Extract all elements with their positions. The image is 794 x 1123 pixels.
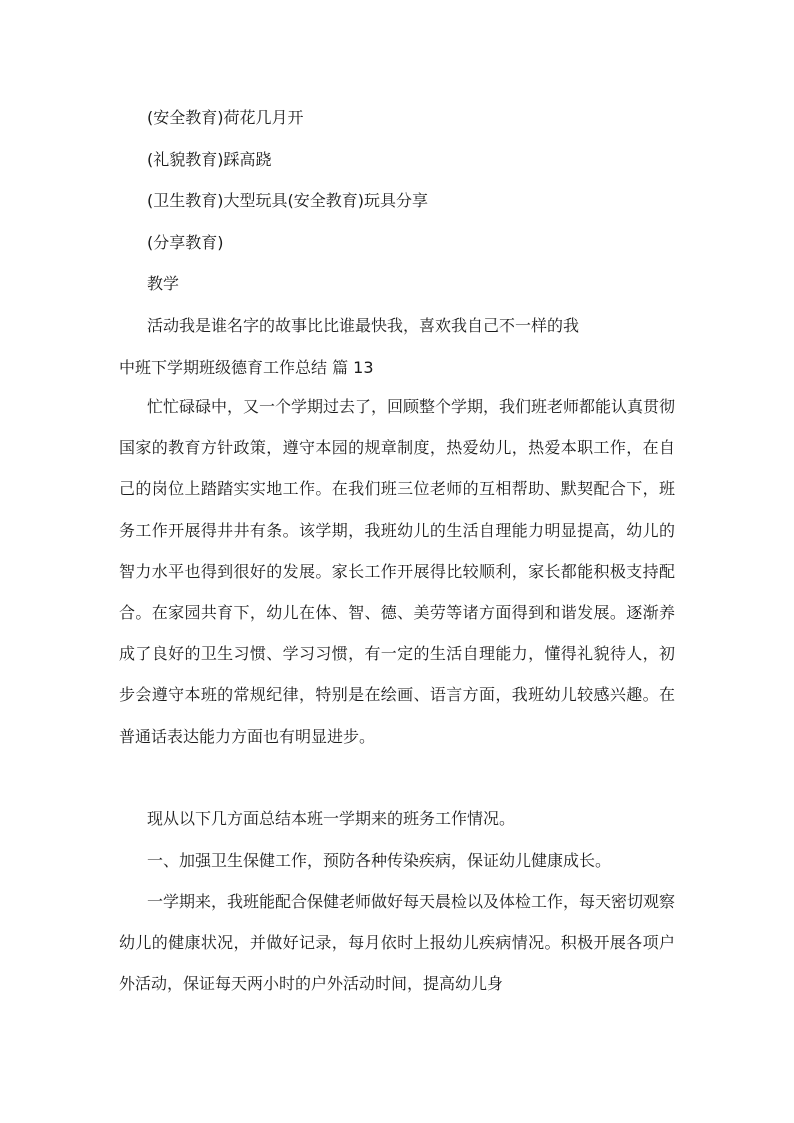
section-title: 中班下学期班级德育工作总结 篇 13 [119, 358, 374, 377]
activity-line-activities: 活动我是谁名字的故事比比谁最快我，喜欢我自己不一样的我 [147, 316, 580, 335]
activity-line-safety: (安全教育)荷花几月开 [147, 108, 304, 127]
activity-line-hygiene: (卫生教育)大型玩具(安全教育)玩具分享 [147, 191, 428, 210]
paragraph-health-details: 一学期来，我班能配合保健老师做好每天晨检以及体检工作，每天密切观察幼儿的健康状况，并做好记录，每月依时上报幼儿疾病情况。积极开展各项户外活动，保证每天两小时的户外活动时间，提高幼儿身 [119, 892, 676, 994]
paragraph-summary: 忙忙碌碌中，又一个学期过去了，回顾整个学期，我们班老师都能认真贯彻国家的教育方针政策，遵守本园的规章制度，热爱幼儿，热爱本职工作，在自己的岗位上踏踏实实地工作。在我们班三位老师的互相帮助、默契配合下，班务工作开展得井井有条。该学期，我班幼儿的生活自理能力明显提高，幼儿的智力水平也得到很好的发展。家长工作开展得比较顺利，家长都能积极支持配合。在家园共育下，幼儿在体、智、德、美劳等诸方面得到和谐发展。逐渐养成了良好的卫生习惯、学习习惯，有一定的生活自理能力，懂得礼貌待人，初步会遵守本班的常规纪律，特别是在绘画、语言方面，我班幼儿较感兴趣。在普通话表达能力方面也有明显进步。 [119, 397, 676, 746]
paragraph-heading-health: 一、加强卫生保健工作，预防各种传染疾病，保证幼儿健康成长。 [147, 851, 612, 870]
activity-line-sharing: (分享教育) [147, 233, 224, 252]
activity-line-teaching: 教学 [147, 274, 180, 293]
activity-line-etiquette: (礼貌教育)踩高跷 [147, 150, 272, 169]
paragraph-overview: 现从以下几方面总结本班一学期来的班务工作情况。 [147, 809, 516, 828]
